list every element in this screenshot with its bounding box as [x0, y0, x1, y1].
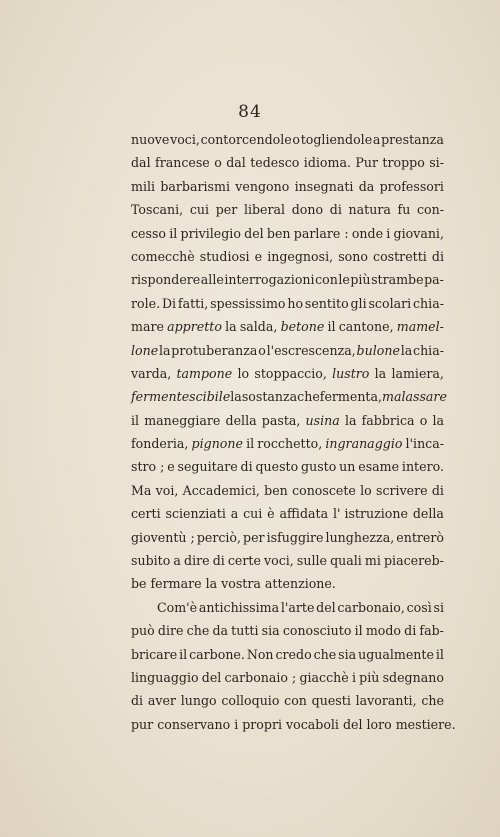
word: Non — [246, 646, 274, 662]
word: natura — [348, 202, 391, 218]
word: tedesco — [250, 155, 300, 171]
text-line — [131, 222, 444, 245]
word: di — [212, 553, 225, 569]
text-line — [131, 455, 444, 478]
word: a — [173, 553, 181, 569]
word: e — [167, 459, 175, 475]
text-line — [131, 596, 444, 619]
word: bricare — [131, 646, 178, 662]
italic-term: pignone — [191, 436, 243, 452]
word: del — [201, 669, 222, 685]
word: per — [215, 202, 238, 218]
word: lamiera, — [391, 365, 444, 381]
word: la — [230, 389, 242, 405]
word: il — [169, 225, 178, 241]
word: il — [435, 646, 444, 662]
italic-term: betone — [280, 319, 325, 335]
text-line — [131, 666, 444, 689]
word: così — [406, 599, 432, 615]
word: antichissima — [198, 599, 280, 615]
word: modo — [365, 623, 401, 639]
italic-term: lustro — [332, 365, 370, 381]
word: certi — [131, 506, 161, 522]
italic-term: appretto — [167, 319, 222, 335]
word: chia- — [413, 295, 444, 311]
word: lungo — [180, 693, 217, 709]
word: il — [327, 319, 336, 335]
word: o — [292, 132, 301, 147]
word: nuove — [131, 132, 170, 147]
word: colloquio — [221, 693, 280, 709]
word: varda, — [131, 365, 172, 381]
word: che — [186, 623, 210, 639]
word: tutti — [231, 623, 259, 639]
italic-term: ingranaggio — [325, 436, 403, 452]
text-line — [131, 339, 444, 362]
word: cantone, — [338, 319, 394, 335]
word: stro ; — [131, 459, 165, 475]
word: insegnati — [294, 178, 354, 194]
text-line — [131, 175, 444, 198]
word: di — [431, 248, 444, 264]
word: da — [358, 178, 375, 194]
word: è — [267, 506, 275, 522]
text-line — [131, 315, 444, 338]
word: il — [179, 646, 188, 662]
word: lo — [237, 365, 250, 381]
word: gli — [350, 295, 367, 311]
word: be fermare la vostra attenzione. — [131, 576, 336, 592]
word: della — [412, 506, 444, 522]
word: dire — [157, 623, 184, 639]
word: si — [433, 599, 444, 615]
word: e — [254, 248, 263, 264]
word: di — [131, 693, 144, 709]
text-line — [131, 502, 444, 525]
word: parlare : — [293, 225, 349, 241]
word: rispondere — [131, 272, 201, 288]
word: l'escrescenza, — [266, 342, 356, 358]
word: si- — [429, 155, 444, 171]
word: francese — [155, 155, 210, 171]
word: Accademici, — [182, 482, 260, 498]
word: voci, — [170, 132, 200, 147]
word: Toscani, — [131, 202, 184, 218]
text-line — [131, 362, 444, 385]
word: dire — [184, 553, 210, 569]
text-line — [131, 479, 444, 502]
word: lunghezza, — [325, 529, 395, 545]
word: rocchetto, — [257, 436, 323, 452]
word: ingegnosi, — [267, 248, 334, 264]
word: carbone. — [189, 646, 245, 662]
word: perciò, — [196, 529, 242, 545]
word: liberal — [243, 202, 286, 218]
word: pur conservano i propri vocaboli del loro mestiere. — [131, 716, 456, 732]
word: fonderia, — [131, 436, 189, 452]
word: più — [350, 272, 371, 288]
text-line — [131, 526, 444, 549]
word: che — [297, 389, 320, 405]
word: più — [359, 669, 380, 685]
word: Ma — [131, 482, 152, 498]
word: di — [431, 482, 444, 498]
word: sostanza — [241, 389, 298, 405]
text-line — [131, 385, 447, 408]
word: lo — [360, 482, 372, 498]
body-text — [131, 128, 456, 736]
word: gusto — [301, 459, 337, 475]
word: pa- — [424, 272, 444, 288]
paragraph — [131, 128, 447, 596]
word: che — [313, 646, 337, 662]
word: troppo — [382, 155, 425, 171]
word: ben — [264, 482, 288, 498]
word: esame — [358, 459, 400, 475]
word: studiosi — [199, 248, 250, 264]
text-line — [131, 128, 444, 151]
word: Com'è — [157, 599, 198, 615]
word: i — [386, 225, 391, 241]
word: fu — [397, 202, 411, 218]
word: lavoranti, — [355, 693, 417, 709]
word: l'inca- — [405, 436, 444, 452]
word: dal — [226, 155, 246, 171]
text-line — [131, 713, 456, 736]
word: o — [419, 412, 428, 428]
text-line — [131, 151, 444, 174]
word: fabbrica — [361, 412, 415, 428]
word: mili — [131, 178, 156, 194]
word: seguitare — [177, 459, 238, 475]
word: stoppaccio, — [254, 365, 327, 381]
word: da — [212, 623, 229, 639]
word: l'arte — [280, 599, 315, 615]
word: giacchè — [299, 669, 349, 685]
text-line — [131, 572, 444, 595]
text-line — [131, 619, 444, 642]
italic-term: usina — [305, 412, 340, 428]
word: credo — [275, 646, 312, 662]
word: la — [344, 412, 357, 428]
word: dono — [291, 202, 324, 218]
word: scolari — [368, 295, 412, 311]
text-line — [131, 432, 444, 455]
word: carbonaio ; — [224, 669, 297, 685]
text-line — [131, 268, 444, 291]
word: dal — [131, 155, 151, 171]
word: cui — [243, 506, 263, 522]
word: conoscete — [292, 482, 356, 498]
italic-term: malassare — [382, 389, 447, 405]
text-line — [131, 198, 444, 221]
word: fatti, — [177, 295, 209, 311]
word: le — [338, 272, 350, 288]
word: sentito — [304, 295, 349, 311]
word: carbonaio, — [337, 599, 405, 615]
word: mare — [131, 319, 164, 335]
word: linguaggio — [131, 669, 199, 685]
word: professori — [379, 178, 444, 194]
word: idioma. — [303, 155, 351, 171]
word: sono — [338, 248, 368, 264]
word: onde — [351, 225, 384, 241]
paragraph — [131, 596, 456, 736]
word: vengono — [235, 178, 290, 194]
word: togliendole — [300, 132, 373, 147]
word: strambe — [371, 272, 424, 288]
word: la — [225, 319, 237, 335]
word: può — [131, 623, 155, 639]
word: la — [158, 342, 171, 358]
word: spessissimo — [210, 295, 286, 311]
word: fab- — [419, 623, 444, 639]
word: ben — [266, 225, 291, 241]
word: scienziati — [165, 506, 226, 522]
word: affidata — [279, 506, 329, 522]
word: privilegio — [180, 225, 241, 241]
word: certe — [227, 553, 261, 569]
italic-term: tampone — [176, 365, 233, 381]
word: di — [329, 202, 342, 218]
text-line — [131, 689, 444, 712]
word: contorcendole — [200, 132, 292, 147]
word: intero. — [401, 459, 444, 475]
word: i — [351, 669, 356, 685]
word: il — [131, 412, 140, 428]
word: pasta, — [261, 412, 301, 428]
word: un — [339, 459, 356, 475]
word: ho — [287, 295, 304, 311]
italic-term: bulone — [356, 342, 400, 358]
word: per — [243, 529, 265, 545]
word: entrerò — [396, 529, 444, 545]
word: cui — [189, 202, 210, 218]
word: comecchè — [131, 248, 195, 264]
word: della — [225, 412, 257, 428]
word: chia- — [413, 342, 444, 358]
text-line — [131, 643, 444, 666]
word: l' istruzione — [332, 506, 408, 522]
word: alle — [200, 272, 224, 288]
word: a — [230, 506, 239, 522]
text-line — [131, 292, 444, 315]
word: a — [372, 132, 381, 147]
word: sulle — [296, 553, 327, 569]
word: piacereb- — [384, 553, 444, 569]
word: con — [284, 693, 307, 709]
text-line — [131, 245, 444, 268]
text-line — [131, 409, 444, 432]
italic-term: mamel- — [396, 319, 444, 335]
word: Pur — [355, 155, 378, 171]
word: del — [244, 225, 264, 241]
word: questo — [255, 459, 299, 475]
word: la — [374, 365, 387, 381]
word: di — [404, 623, 417, 639]
word: maneggiare — [144, 412, 221, 428]
word: interrogazioni — [224, 272, 315, 288]
word: la — [400, 342, 413, 358]
word: che — [421, 693, 444, 709]
word: sia — [338, 646, 357, 662]
page-number: 84 — [238, 102, 262, 122]
word: sdegnano — [382, 669, 444, 685]
word: mi — [364, 553, 381, 569]
text-line — [131, 549, 444, 572]
word: questi — [311, 693, 351, 709]
word: ugualmente — [358, 646, 434, 662]
word: voci, — [264, 553, 294, 569]
word: isfuggire — [266, 529, 324, 545]
word: o — [214, 155, 222, 171]
word: la — [432, 412, 444, 428]
word: giovani, — [393, 225, 444, 241]
word: il — [246, 436, 255, 452]
word: costretti — [373, 248, 427, 264]
word: role. — [131, 295, 161, 311]
word: prestanza — [381, 132, 444, 147]
word: subito — [131, 553, 171, 569]
italic-term: fermentescibile — [131, 389, 231, 405]
word: con — [315, 272, 338, 288]
word: di — [240, 459, 253, 475]
word: aver — [147, 693, 176, 709]
word: fermenta, — [319, 389, 383, 405]
word: del — [316, 599, 336, 615]
word: barbarismi — [160, 178, 230, 194]
word: protuberanza — [171, 342, 258, 358]
word: salda, — [239, 319, 278, 335]
word: con- — [416, 202, 444, 218]
word: cesso — [131, 225, 167, 241]
word: quali — [330, 553, 362, 569]
word: sia — [261, 623, 280, 639]
word: voi, — [155, 482, 179, 498]
word: gioventù ; — [131, 529, 195, 545]
word: o — [258, 342, 266, 358]
word: scrivere — [376, 482, 428, 498]
word: conosciuto — [282, 623, 352, 639]
italic-term: lone — [131, 342, 159, 358]
word: Di — [161, 295, 177, 311]
word: il — [354, 623, 363, 639]
